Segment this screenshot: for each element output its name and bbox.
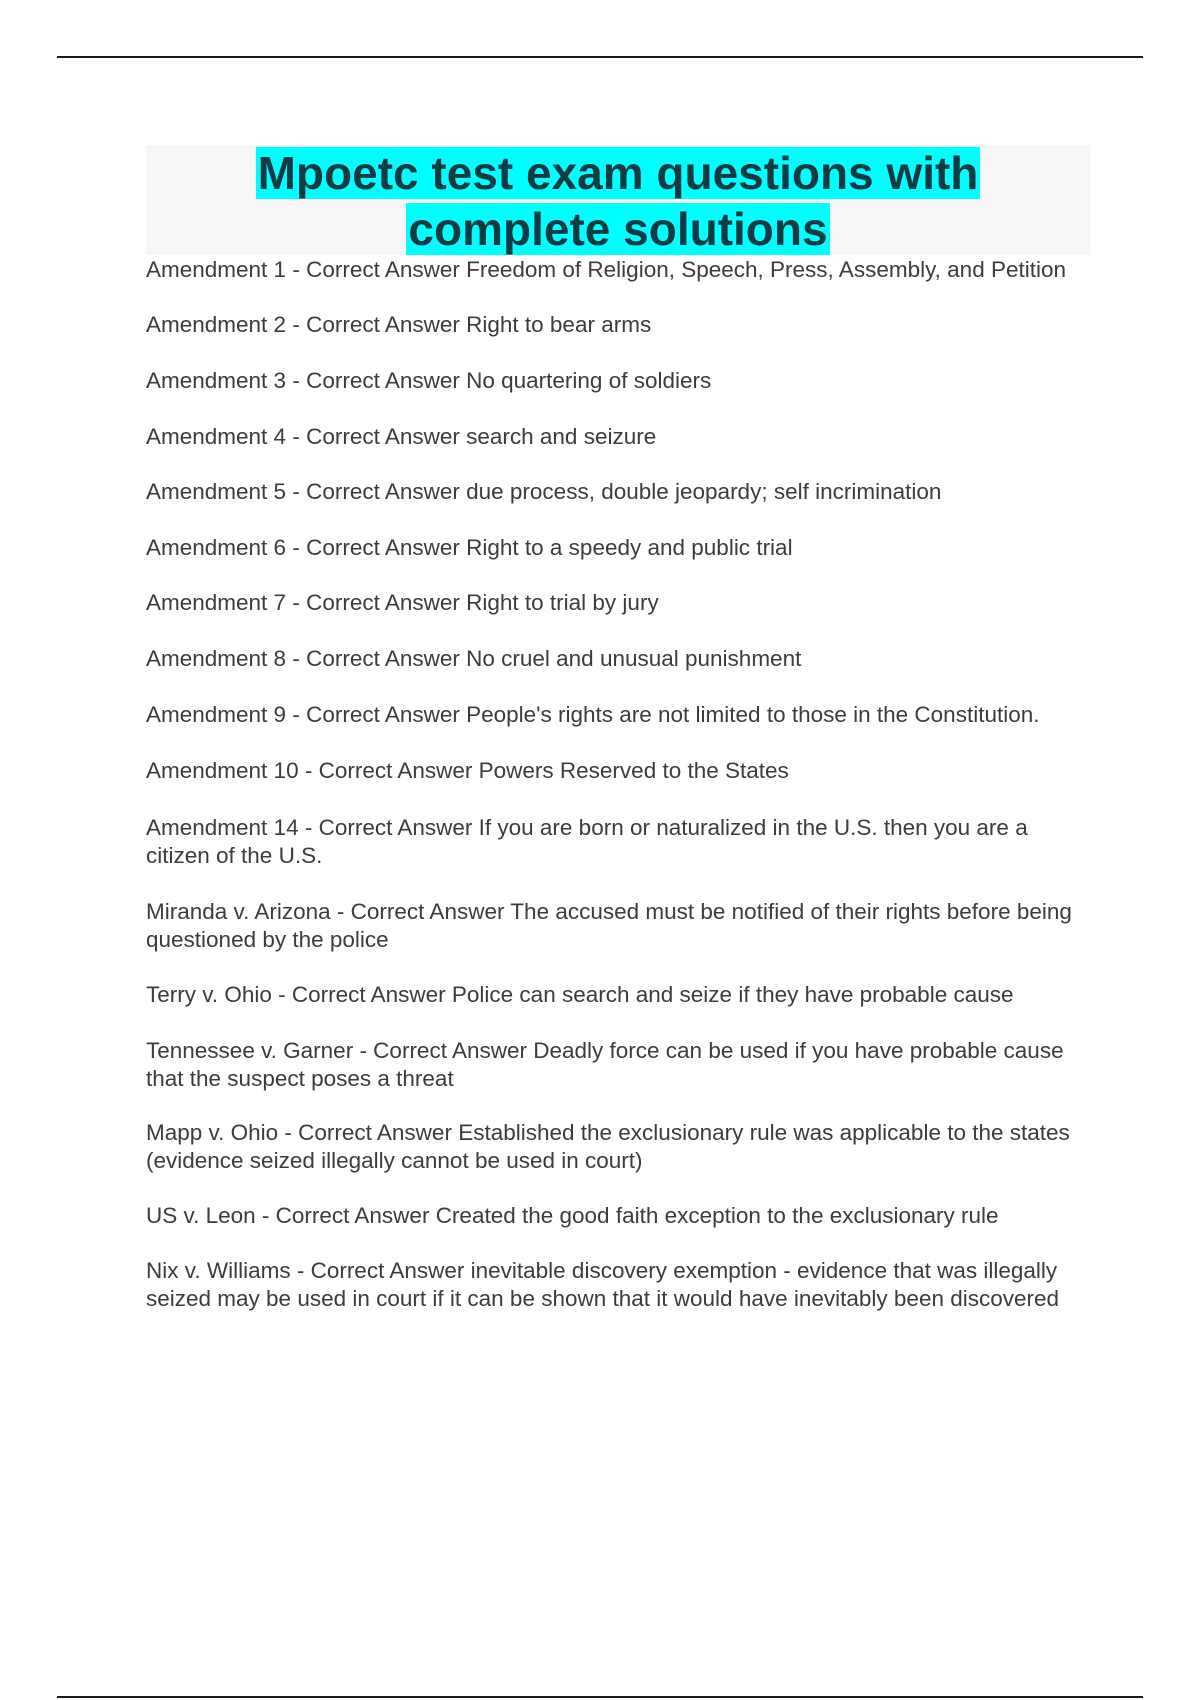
qa-item-amendment-9: Amendment 9 - Correct Answer People's rights are not limited to those in the Constitution. xyxy=(146,702,1040,727)
qa-item-tennessee: Tennessee v. Garner - Correct Answer Deadly force can be used if you have probable cause that the suspect poses a threat xyxy=(146,1038,1064,1091)
qa-item-amendment-6: Amendment 6 - Correct Answer Right to a speedy and public trial xyxy=(146,535,793,560)
qa-list xyxy=(146,256,1090,1313)
title-block xyxy=(146,145,1090,255)
qa-item-amendment-10: Amendment 10 - Correct Answer Powers Reserved to the States xyxy=(146,758,789,783)
qa-item-amendment-1: Amendment 1 - Correct Answer Freedom of Religion, Speech, Press, Assembly, and Petition xyxy=(146,257,1067,282)
qa-item-miranda: Miranda v. Arizona - Correct Answer The accused must be notified of their rights before being questioned by the police xyxy=(146,899,1072,952)
qa-item-amendment-7: Amendment 7 - Correct Answer Right to trial by jury xyxy=(146,590,659,615)
qa-item-amendment-2: Amendment 2 - Correct Answer Right to bear arms xyxy=(146,312,652,337)
qa-item-mapp: Mapp v. Ohio - Correct Answer Established the exclusionary rule was applicable to the states (evidence seized illegally cannot be used in court) xyxy=(146,1120,1070,1173)
title-line-1: Mpoetc test exam questions with xyxy=(257,147,979,199)
qa-item-leon: US v. Leon - Correct Answer Created the good faith exception to the exclusionary rule xyxy=(146,1203,999,1228)
qa-item-amendment-4: Amendment 4 - Correct Answer search and seizure xyxy=(146,424,657,449)
title-line-2: complete solutions xyxy=(408,203,828,255)
qa-item-nix: Nix v. Williams - Correct Answer inevitable discovery exemption - evidence that was illegally seized may be used in court if it can be shown that it would have inevitably been discovered xyxy=(146,1258,1060,1311)
qa-item-amendment-5: Amendment 5 - Correct Answer due process, double jeopardy; self incrimination xyxy=(146,479,942,504)
qa-item-terry: Terry v. Ohio - Correct Answer Police can search and seize if they have probable cause xyxy=(146,982,1014,1007)
qa-item-amendment-3: Amendment 3 - Correct Answer No quartering of soldiers xyxy=(146,368,712,393)
qa-item-amendment-14: Amendment 14 - Correct Answer If you are born or naturalized in the U.S. then you are a citizen of the U.S. xyxy=(146,815,1028,868)
bottom-rule xyxy=(57,1696,1143,1698)
qa-item-amendment-8: Amendment 8 - Correct Answer No cruel and unusual punishment xyxy=(146,646,802,671)
top-rule xyxy=(57,56,1143,58)
